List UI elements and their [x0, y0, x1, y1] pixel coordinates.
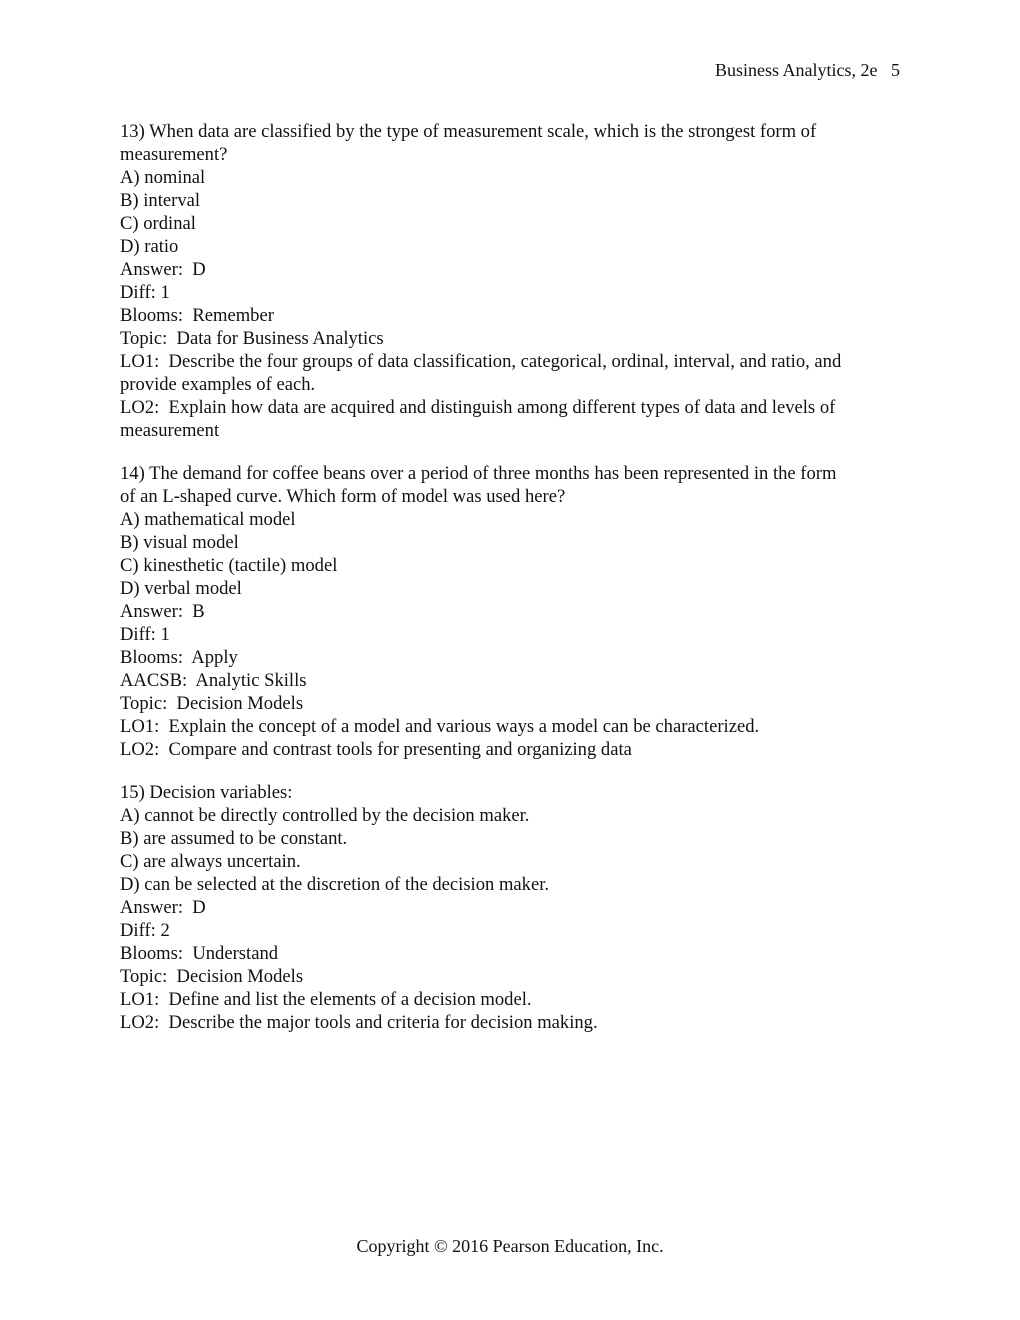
- answer-key: Answer: B: [120, 601, 205, 622]
- copyright-footer: Copyright © 2016 Pearson Education, Inc.: [356, 1236, 664, 1256]
- answer-option: A) mathematical model: [120, 509, 296, 530]
- learning-objective-1: LO1: Define and list the elements of a decision model.: [120, 989, 532, 1010]
- answer-option: A) cannot be directly controlled by the decision maker.: [120, 805, 530, 826]
- difficulty: Diff: 2: [120, 920, 170, 941]
- answer-option: C) are always uncertain.: [120, 851, 301, 872]
- aacsb-skill: AACSB: Analytic Skills: [120, 670, 307, 691]
- answer-option: C) ordinal: [120, 213, 196, 234]
- question-14: [120, 462, 910, 761]
- answer-option: A) nominal: [120, 167, 206, 188]
- answer-option: D) can be selected at the discretion of the decision maker.: [120, 874, 550, 895]
- answer-key: Answer: D: [120, 259, 206, 280]
- learning-objective-2-continued: measurement: [120, 420, 220, 441]
- blooms-level: Blooms: Apply: [120, 647, 238, 668]
- difficulty: Diff: 1: [120, 624, 170, 645]
- learning-objective-2: LO2: Describe the major tools and criteria for decision making.: [120, 1012, 598, 1033]
- answer-option: C) kinesthetic (tactile) model: [120, 555, 338, 576]
- question-stem: of an L-shaped curve. Which form of model was used here?: [120, 486, 566, 507]
- topic: Topic: Decision Models: [120, 693, 304, 714]
- question-15: [120, 781, 910, 1034]
- answer-key: Answer: D: [120, 897, 206, 918]
- question-stem: measurement?: [120, 144, 228, 165]
- answer-option: D) verbal model: [120, 578, 242, 599]
- blooms-level: Blooms: Remember: [120, 305, 274, 326]
- learning-objective-2: LO2: Explain how data are acquired and distinguish among different types of data and levels of: [120, 397, 836, 418]
- answer-option: B) visual model: [120, 532, 239, 553]
- question-list: [120, 120, 910, 1054]
- learning-objective-2: LO2: Compare and contrast tools for presenting and organizing data: [120, 739, 632, 760]
- topic: Topic: Decision Models: [120, 966, 304, 987]
- topic: Topic: Data for Business Analytics: [120, 328, 384, 349]
- difficulty: Diff: 1: [120, 282, 170, 303]
- learning-objective-1: LO1: Explain the concept of a model and various ways a model can be characterized.: [120, 716, 760, 737]
- answer-option: B) interval: [120, 190, 201, 211]
- answer-option: D) ratio: [120, 236, 179, 257]
- blooms-level: Blooms: Understand: [120, 943, 279, 964]
- question-13: [120, 120, 910, 442]
- question-stem: 15) Decision variables:: [120, 782, 293, 803]
- question-stem: 14) The demand for coffee beans over a period of three months has been represented in the form: [120, 463, 837, 484]
- running-header: Business Analytics, 2e 5: [715, 60, 900, 80]
- learning-objective-1: LO1: Describe the four groups of data classification, categorical, ordinal, interval, and ratio, and: [120, 351, 842, 372]
- learning-objective-1-continued: provide examples of each.: [120, 374, 316, 395]
- question-stem: 13) When data are classified by the type of measurement scale, which is the strongest form of: [120, 121, 817, 142]
- answer-option: B) are assumed to be constant.: [120, 828, 348, 849]
